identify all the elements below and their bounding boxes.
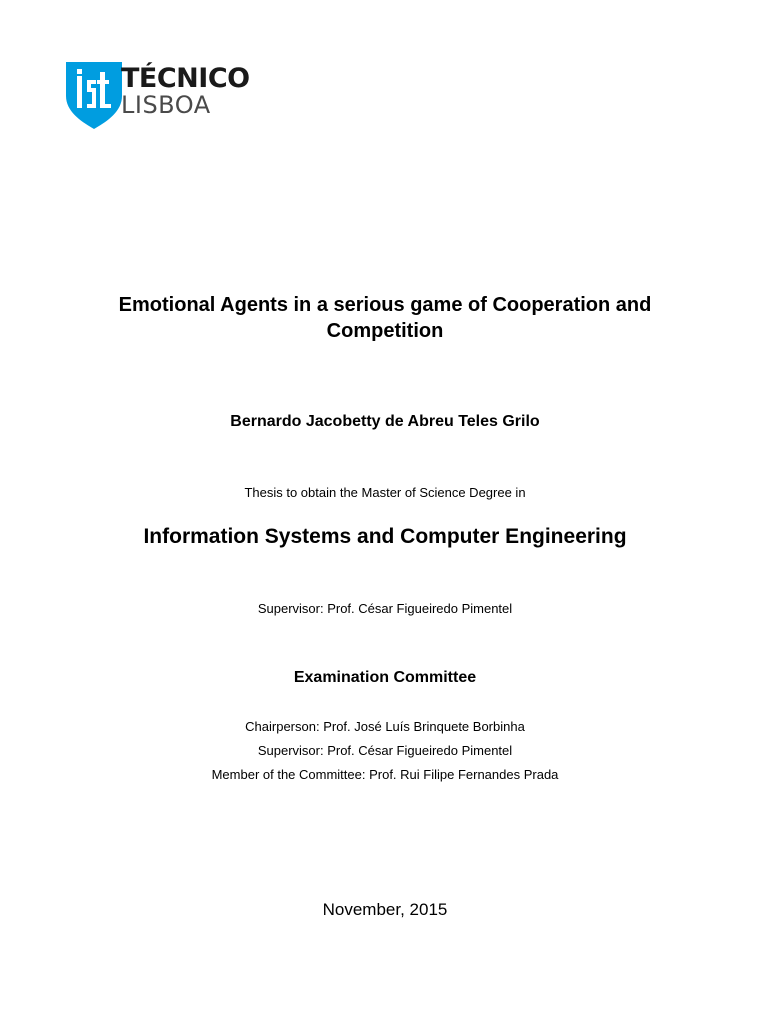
submission-date: November, 2015 — [322, 900, 448, 919]
supervisor-line: Supervisor: Prof. César Figueiredo Pimentel — [257, 601, 513, 616]
committee-member: Member of the Committee: Prof. Rui Filipe Fernandes Prada — [211, 767, 559, 782]
thesis-statement: Thesis to obtain the Master of Science Degree in — [244, 485, 526, 500]
committee-member: Supervisor: Prof. César Figueiredo Pimentel — [257, 743, 513, 758]
thesis-title: Emotional Agents in a serious game of Cooperation and Competition — [118, 294, 652, 342]
committee-list — [0, 715, 770, 787]
author-name: Bernardo Jacobetty de Abreu Teles Grilo — [230, 413, 540, 430]
institution-logo — [66, 62, 250, 132]
shield-logo-icon — [66, 62, 122, 129]
committee-heading: Examination Committee — [293, 669, 477, 686]
logo-line-lisboa: LISBOA — [121, 91, 211, 119]
degree-name: Information Systems and Computer Engineering — [143, 525, 627, 548]
logo-line-tecnico: TÉCNICO — [121, 63, 250, 94]
committee-member: Chairperson: Prof. José Luís Brinquete Borbinha — [245, 719, 525, 734]
